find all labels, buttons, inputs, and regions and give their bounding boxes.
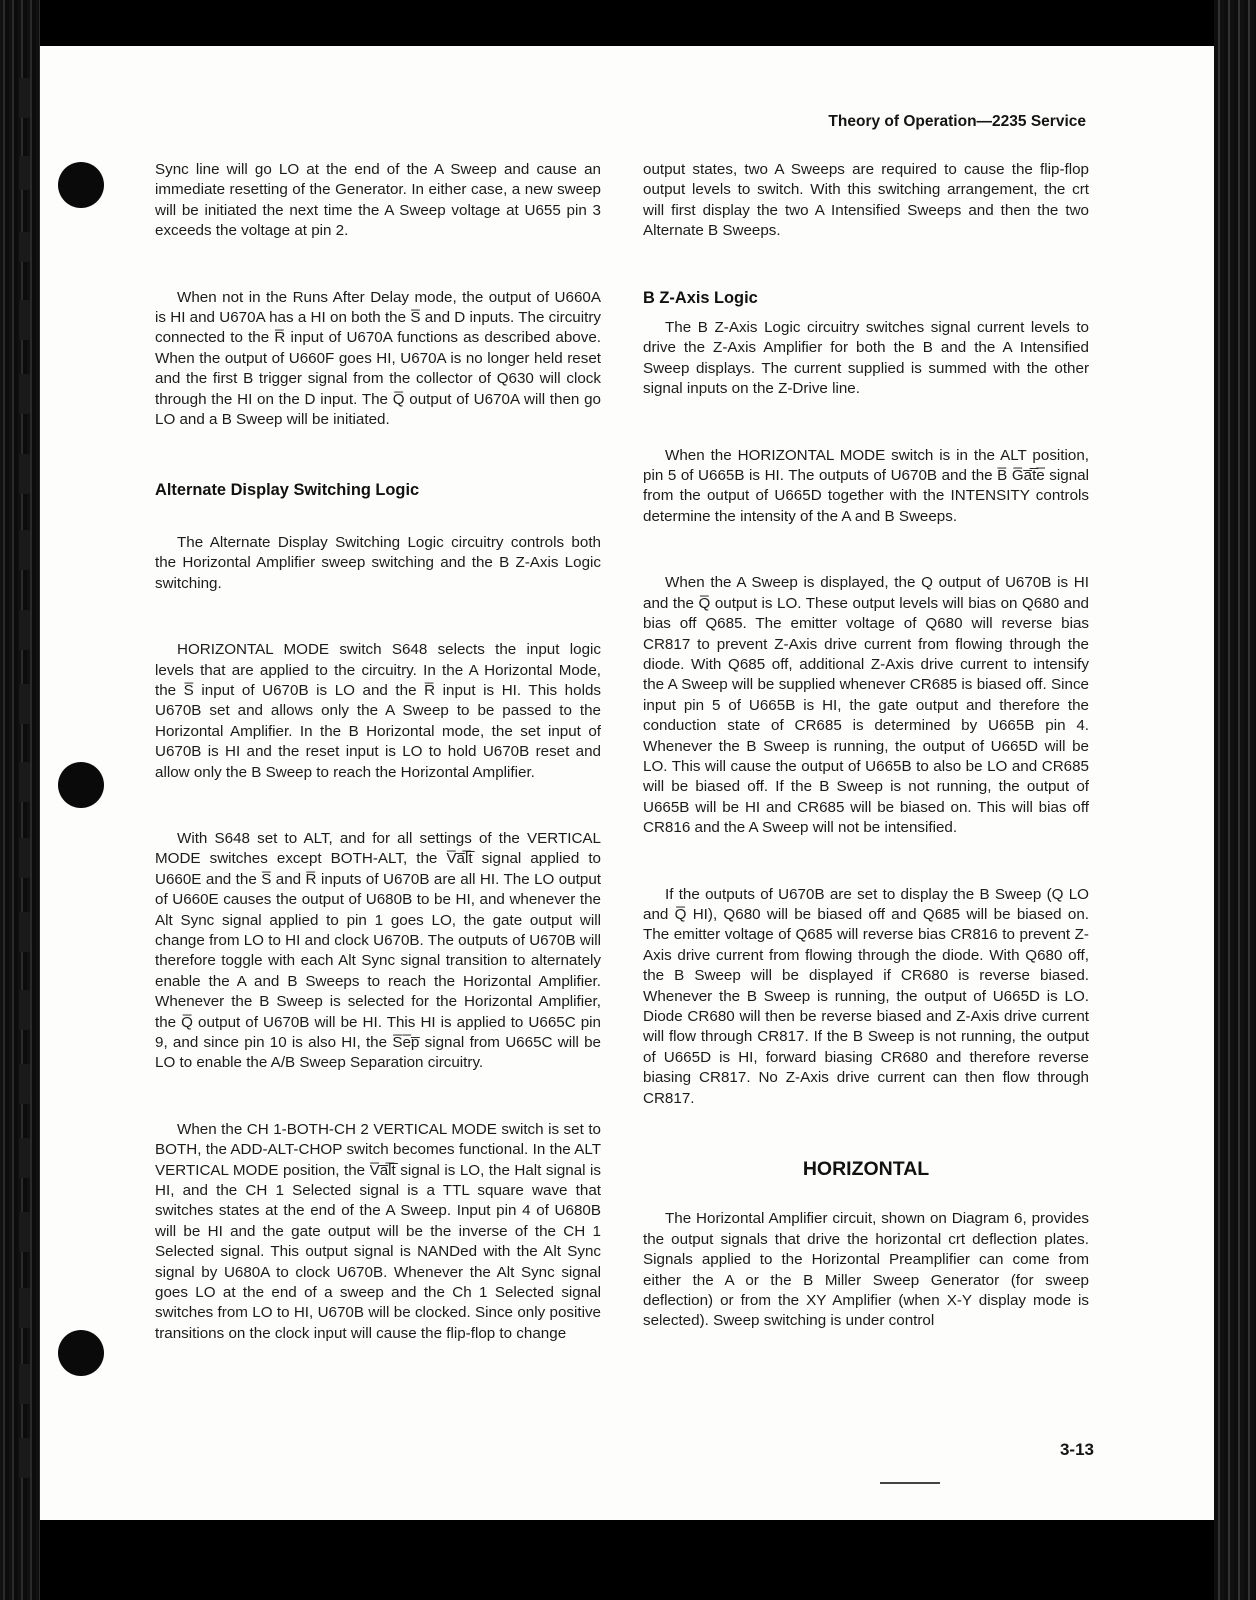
body-paragraph: output states, two A Sweeps are required to cause the flip-flop output levels to switch. With this switching arrangement, the crt will first display the two A Intensified Sweeps and then the two Alternate B Sweeps. xyxy=(643,161,1089,240)
binder-mark xyxy=(19,838,30,878)
body-paragraph: If the outputs of U670B are set to display the B Sweep (Q LO and Q̅ HI), Q680 will be biased off and Q685 will be biased on. The emitter voltage of Q685 will reverse bias CR816 to prevent Z-Axis drive current from flowing through the diode. With Q680 off, the B Sweep will be displayed if CR680 is reverse biased. Whenever the B Sweep is running, the output of U665D is LO. Diode CR680 will then be reverse biased and Z-Axis drive current will flow through CR817. If the B Sweep is not running, the output of U665D is HI, forward biasing CR680 and therefore reverse biasing CR817. No Z-Axis drive current can then flow through CR817. xyxy=(643,885,1089,1107)
body-paragraph: The Alternate Display Switching Logic circuitry controls both the Horizontal Amplifier sweep switching and the B Z-Axis Logic switching. xyxy=(155,533,601,592)
body-paragraph: HORIZONTAL MODE switch S648 selects the input logic levels that are applied to the circuitry. In the A Horizontal Mode, the S̅ input of U670B is LO and the R̅ input is HI. This holds U670B set and allows only the A Sweep to be passed to the Horizontal Amplifier. In the B Horizontal mode, the set input of U670B is HI and the reset input is LO to hold U670B reset and allow only the B Sweep to reach the Horizontal Amplifier. xyxy=(155,641,601,781)
page-number: 3-13 xyxy=(1059,1440,1094,1459)
binder-mark xyxy=(19,530,30,570)
binder-mark xyxy=(19,156,30,190)
punch-hole xyxy=(58,162,104,208)
body-paragraph: The B Z-Axis Logic circuitry switches signal current levels to drive the Z-Axis Amplifier for both the B and the A Intensified Sweep displays. The current supplied is summed with the other signal inputs on the Z-Drive line. xyxy=(643,319,1089,398)
binder-mark xyxy=(19,1064,30,1104)
section-heading: HORIZONTAL xyxy=(802,1158,930,1181)
body-paragraph: Sync line will go LO at the end of the A Sweep and cause an immediate resetting of the Generator. In either case, a new sweep will be initiated the next time the A Sweep voltage at U655 pin 3 exceeds the voltage at pin 2. xyxy=(155,161,601,240)
binder-mark xyxy=(19,1438,30,1478)
punch-hole xyxy=(58,762,104,808)
body-paragraph: The Horizontal Amplifier circuit, shown on Diagram 6, provides the output signals that drive the horizontal crt deflection plates. Signals applied to the Horizontal Preamplifier can come from either the A or the B Miller Sweep Generator (for sweep deflection) or from the XY Amplifier (when X-Y display mode is selected). Sweep switching is under control xyxy=(643,1210,1089,1330)
binder-mark xyxy=(19,454,30,494)
body-paragraph: With S648 set to ALT, and for all settings of the VERTICAL MODE switches except BOTH-ALT, the V̅a̅l̅t̅ signal applied to U660E and the S̅ and R̅ inputs of U670B are all HI. The LO output of U660E causes the output of U680B to be HI, and whenever the Alt Sync signal applied to pin 1 goes LO, the gate output will change from LO to HI and clock U670B. The outputs of U670B will therefore toggle with each Alt Sync signal transition to alternately enable the A and B Sweeps to reach the Horizontal Amplifier. Whenever the B Sweep is selected for the Horizontal Amplifier, the Q̅ output of U670B will be HI. This HI is applied to U665C pin 9, and since pin 10 is also HI, the S̅e̅p̅ signal from U665C will be LO to enable the A/B Sweep Separation circuitry. xyxy=(155,829,601,1072)
right-column xyxy=(643,160,1089,1332)
body-paragraph: When the HORIZONTAL MODE switch is in the ALT position, pin 5 of U665B is HI. The outputs of U670B and the B̅ G̅a̅t̅e̅ signal from the output of U665D together with the INTENSITY controls determine the intensity of the A and B Sweeps. xyxy=(643,446,1089,525)
binder-mark xyxy=(19,1364,30,1404)
subsection-heading: B Z-Axis Logic xyxy=(643,288,758,307)
binder-mark xyxy=(19,1288,30,1328)
left-column xyxy=(155,160,601,1344)
body-paragraph: When not in the Runs After Delay mode, the output of U660A is HI and U670A has a HI on both the S̅ and D inputs. The circuitry connected to the R̅ input of U670A functions as described above. When the output of U660F goes HI, U670A is no longer held reset and the first B trigger signal from the collector of Q630 will clock through the HI on the D input. The Q̅ output of U670A will then go LO and a B Sweep will be initiated. xyxy=(155,288,601,429)
punch-hole xyxy=(58,1330,104,1376)
running-head: Theory of Operation—2235 Service xyxy=(828,113,1086,130)
body-paragraph: When the A Sweep is displayed, the Q output of U670B is HI and the Q̅ output is LO. These output levels will bias on Q680 and bias off Q685. The emitter voltage of Q680 will reverse bias CR817 to prevent Z-Axis drive current from flowing through the diode. With Q685 off, additional Z-Axis drive current to intensify the A Sweep will be supplied whenever CR685 is biased off. Since input pin 5 of U665B is HI, the gate output and therefore the conduction state of CR685 is determined by U665B pin 4. Whenever the B Sweep is running, the output of U665D will be LO. This will cause the output of U665B to also be LO and CR685 will be biased off. If the B Sweep is not running, the output of U665B will be HI and CR685 will be biased on. This will bias off CR816 and the A Sweep will not be intensified. xyxy=(643,574,1089,837)
binder-mark xyxy=(19,610,30,650)
binder-mark xyxy=(19,374,30,414)
binder-mark xyxy=(19,232,30,262)
binder-mark xyxy=(19,1138,30,1178)
body-paragraph: When the CH 1-BOTH-CH 2 VERTICAL MODE switch is set to BOTH, the ADD-ALT-CHOP switch becomes functional. In the ALT VERTICAL MODE position, the V̅a̅l̅t̅ signal is LO, the Halt signal is HI, and the CH 1 Selected signal is a TTL square wave that switches states at the end of the A Sweep. Input pin 4 of U680B will be HI and the gate output will be the inverse of the CH 1 Selected signal. This output signal is NANDed with the Alt Sync signal by U680A to clock U670B. Whenever the Alt Sync signal goes LO at the end of a sweep and the Ch 1 Selected signal switches from LO to HI, U670B will be clocked. Since only positive transitions on the clock input will cause the flip-flop to change xyxy=(155,1120,601,1342)
subsection-heading: Alternate Display Switching Logic xyxy=(155,481,420,500)
binder-mark xyxy=(19,684,30,724)
binder-mark xyxy=(19,300,30,340)
binder-mark xyxy=(19,990,30,1030)
binder-mark xyxy=(19,78,30,118)
binder-mark xyxy=(19,762,30,802)
binder-mark xyxy=(19,912,30,952)
scan-border-right xyxy=(1214,0,1256,1600)
binder-mark xyxy=(19,1212,30,1252)
footer-rule xyxy=(880,1482,940,1484)
